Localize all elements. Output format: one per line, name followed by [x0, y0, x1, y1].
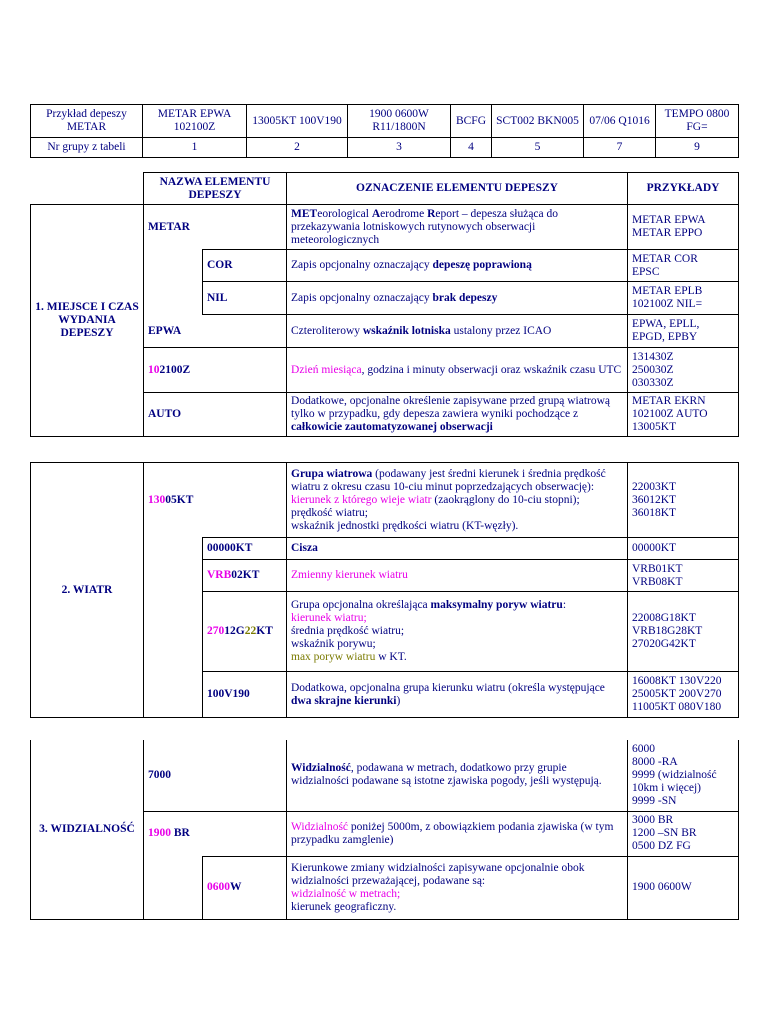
element-name: 102100Z — [144, 348, 287, 393]
element-name: AUTO — [144, 393, 287, 437]
example-cell: METAR EPWA 102100Z — [143, 105, 247, 138]
element-example: 131430Z 250030Z 030330Z — [628, 348, 739, 393]
element-example: METAR EKRN 102100Z AUTO 13005KT — [628, 393, 739, 437]
section-title: 1. MIEJSCE I CZAS WYDANIA DEPESZY — [31, 205, 144, 437]
section-title: 3. WIDZIALNOŚĆ — [31, 740, 144, 919]
element-name: METAR — [144, 205, 287, 250]
element-name: NIL — [203, 282, 287, 315]
element-name: 1900 BR — [144, 811, 287, 856]
element-name: 00000KT — [203, 538, 287, 560]
section-place-time-table — [30, 172, 739, 437]
example-cell: TEMPO 0800 FG= — [656, 105, 739, 138]
element-desc: Cisza — [287, 538, 628, 560]
metar-example-table — [30, 104, 739, 158]
element-desc: Widzialność poniżej 5000m, z obowiązkiem podania zjawiska (w tym przypadku zamglenie) — [287, 811, 628, 856]
element-name: 27012G22KT — [203, 592, 287, 672]
element-example: EPWA, EPLL, EPGD, EPBY — [628, 315, 739, 348]
header-name: NAZWA ELEMENTU DEPESZY — [144, 173, 287, 205]
element-example: 16008KT 130V220 25005KT 200V270 11005KT 080V180 — [628, 672, 739, 718]
row-visibility — [31, 740, 739, 811]
example-cell: SCT002 BKN005 — [492, 105, 584, 138]
header-desc: OZNACZENIE ELEMENTU DEPESZY — [287, 173, 628, 205]
element-desc: Zapis opcjonalny oznaczający brak depeszy — [287, 282, 628, 315]
element-desc: Grupa wiatrowa (podawany jest średni kierunek i średnia prędkość wiatru z okresu czasu 10-ciu minut poprzedzających obserwację): kierunek z którego wieje wiatr (zaokrąglony do 10-ciu stopni); prędkość wiatru; wskaźnik jednostki prędkości wiatru (KT-węzły). — [287, 463, 628, 538]
element-name: VRB02KT — [203, 560, 287, 592]
element-example: 22003KT 36012KT 36018KT — [628, 463, 739, 538]
element-name: 7000 — [144, 740, 287, 811]
example-row — [31, 105, 739, 138]
group-cell: 2 — [247, 138, 348, 158]
element-desc: METeorological Aerodrome Report – depesza służąca do przekazywania lotniskowych rutynowych obserwacji meteorologicznych — [287, 205, 628, 250]
element-example: METAR EPWA METAR EPPO — [628, 205, 739, 250]
group-cell: 5 — [492, 138, 584, 158]
spacer — [144, 672, 203, 718]
section-title: 2. WIATR — [31, 463, 144, 718]
group-cell: 1 — [143, 138, 247, 158]
spacer — [144, 856, 203, 919]
group-number-row — [31, 138, 739, 158]
element-name: 0600W — [203, 856, 287, 919]
element-desc: Zapis opcjonalny oznaczający depeszę poprawioną — [287, 250, 628, 282]
row-wind-main — [31, 463, 739, 538]
example-cell: 1900 0600W R11/1800N — [348, 105, 451, 138]
spacer — [144, 592, 203, 672]
spacer — [144, 250, 203, 282]
element-name: COR — [203, 250, 287, 282]
group-cell: 3 — [348, 138, 451, 158]
example-cell: 07/06 Q1016 — [584, 105, 656, 138]
section-visibility-table — [30, 740, 739, 920]
element-desc: Dodatkowa, opcjonalna grupa kierunku wiatru (określa występujące dwa skrajne kierunki) — [287, 672, 628, 718]
element-example: VRB01KT VRB08KT — [628, 560, 739, 592]
element-desc: Grupa opcjonalna określająca maksymalny poryw wiatru: kierunek wiatru; średnia prędkość wiatru; wskaźnik porywu; max poryw wiatru w KT. — [287, 592, 628, 672]
element-name: 13005KT — [144, 463, 287, 538]
element-example: METAR COR EPSC — [628, 250, 739, 282]
example-cell: 13005KT 100V190 — [247, 105, 348, 138]
element-desc: Widzialność, podawana w metrach, dodatkowo przy grupie widzialności podawane są istotne zjawiska pogody, jeśli występują. — [287, 740, 628, 811]
spacer — [144, 538, 203, 560]
group-cell: 4 — [451, 138, 492, 158]
spacer — [144, 282, 203, 315]
element-name: EPWA — [144, 315, 287, 348]
header-examples: PRZYKŁADY — [628, 173, 739, 205]
element-name: 100V190 — [203, 672, 287, 718]
header-row — [31, 173, 739, 205]
element-desc: Zmienny kierunek wiatru — [287, 560, 628, 592]
element-desc: Czteroliterowy wskaźnik lotniska ustalony przez ICAO — [287, 315, 628, 348]
element-example: 6000 8000 -RA 9999 (widzialność 10km i więcej) 9999 -SN — [628, 740, 739, 811]
row-metar — [31, 205, 739, 250]
group-cell: 9 — [656, 138, 739, 158]
element-desc: Kierunkowe zmiany widzialności zapisywane opcjonalnie obok widzialności przeważającej, podawane są: widzialność w metrach; kierunek geograficzny. — [287, 856, 628, 919]
group-cell: 7 — [584, 138, 656, 158]
example-cell: Przykład depeszy METAR — [31, 105, 143, 138]
element-example: 22008G18KT VRB18G28KT 27020G42KT — [628, 592, 739, 672]
element-example: 3000 BR 1200 –SN BR 0500 DZ FG — [628, 811, 739, 856]
element-example: 00000KT — [628, 538, 739, 560]
element-example: 1900 0600W — [628, 856, 739, 919]
element-example: METAR EPLB 102100Z NIL= — [628, 282, 739, 315]
element-desc: Dodatkowe, opcjonalne określenie zapisywane przed grupą wiatrową tylko w przypadku, gdy depesza zawiera wyniki pochodzące z całkowicie zautomatyzowanej obserwacji — [287, 393, 628, 437]
element-desc: Dzień miesiąca, godzina i minuty obserwacji oraz wskaźnik czasu UTC — [287, 348, 628, 393]
example-cell: BCFG — [451, 105, 492, 138]
group-cell: Nr grupy z tabeli — [31, 138, 143, 158]
section-wind-table — [30, 462, 739, 718]
spacer — [144, 560, 203, 592]
empty-header — [31, 173, 144, 205]
